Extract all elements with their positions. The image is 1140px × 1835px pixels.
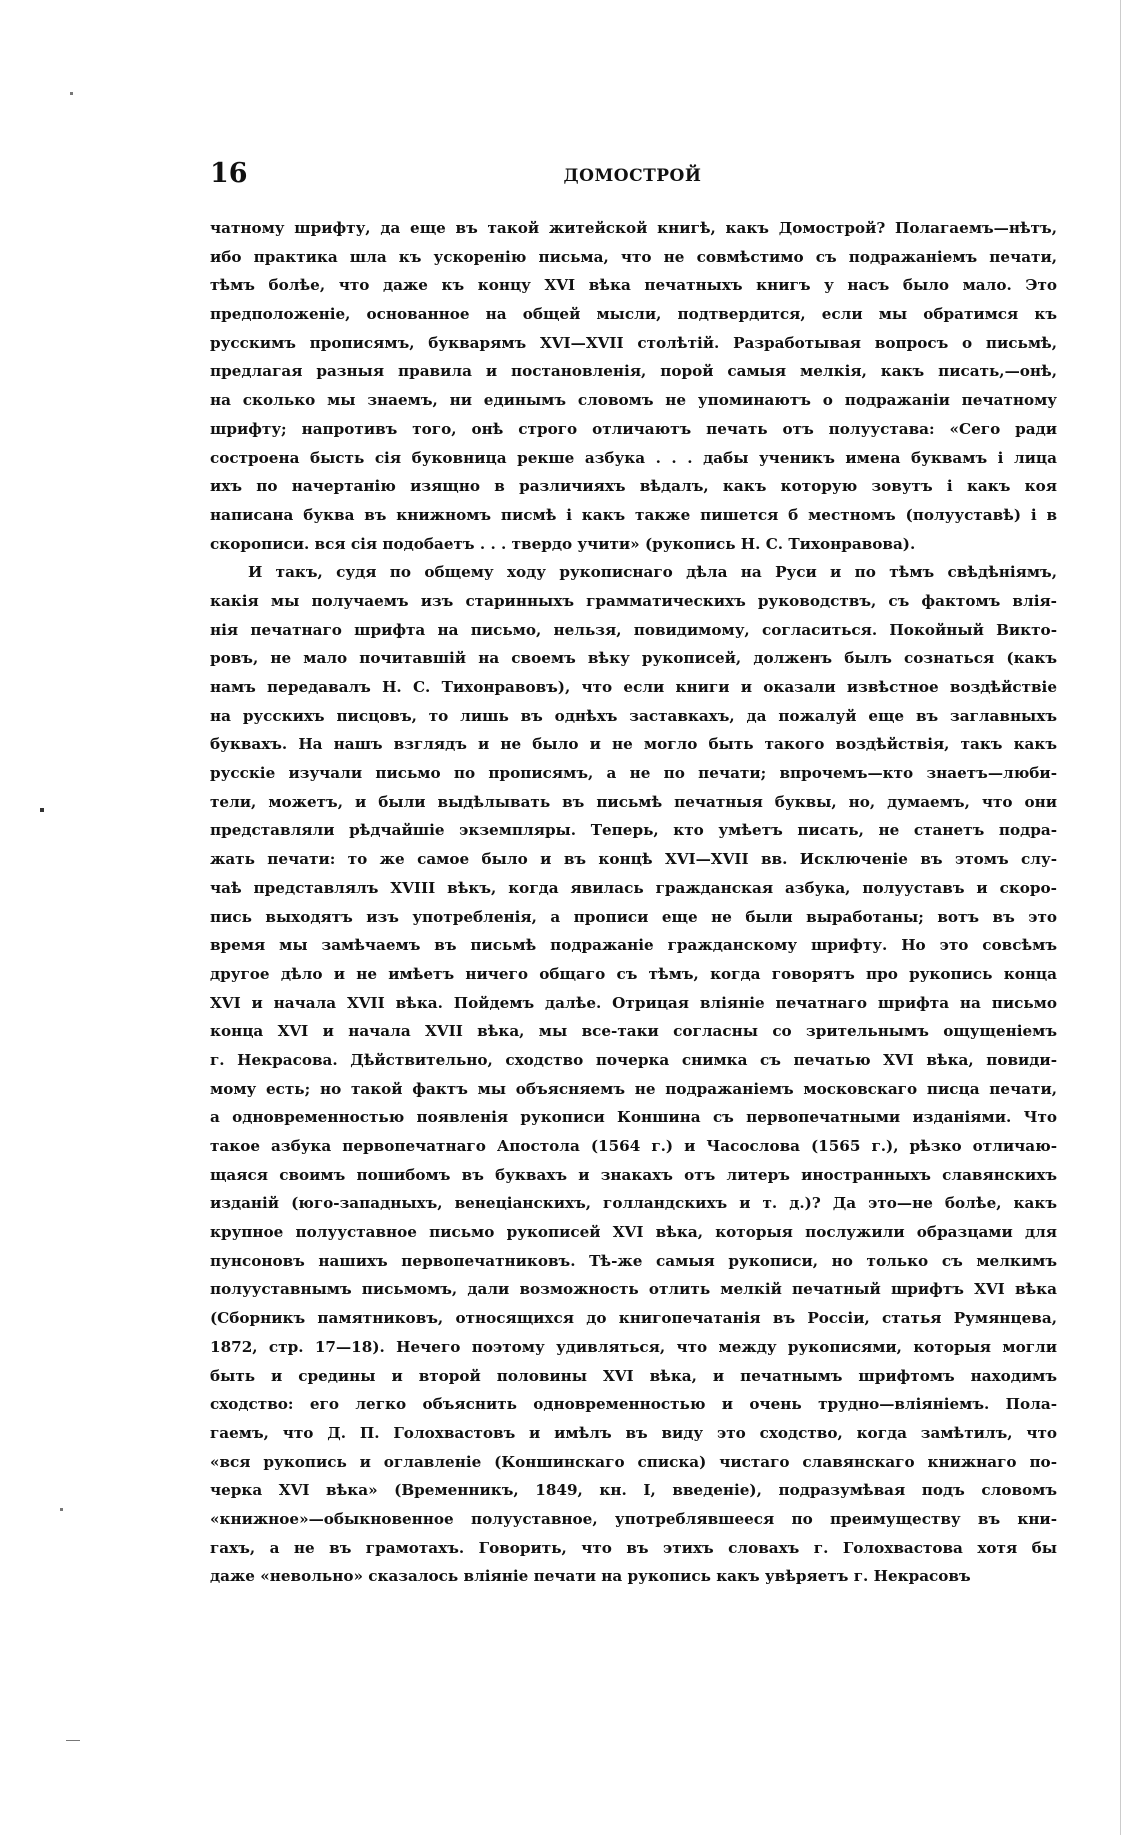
text-line: шрифту; напротивъ того, онѣ строго отличаютъ печать отъ полуустава: «Сего ради [210,419,1057,438]
text-line: И такъ, судя по общему ходу рукописнаго дѣла на Руси и по тѣмъ свѣдѣніямъ, [248,563,1057,582]
text-line: предположеніе, основанное на общей мысли, подтвердится, если мы обратимся къ [210,305,1057,324]
text-line: на сколько мы знаемъ, ни единымъ словомъ не упоминаютъ о подражаніи печатному [210,391,1057,410]
page-number: 16 [210,158,248,189]
text-line: мому есть; но такой фактъ мы объясняемъ не подражаніемъ московскаго писца печати, [210,1079,1057,1098]
text-line: пунсоновъ нашихъ первопечатниковъ. Тѣ-же самыя рукописи, но только съ мелкимъ [210,1251,1057,1270]
paragraph [210,214,1057,558]
text-line: ибо практика шла къ ускоренію письма, что не совмѣстимо съ подражаніемъ печати, [210,247,1057,266]
text-line: на русскихъ писцовъ, то лишь въ однѣхъ заставкахъ, да пожалуй еще въ заглавныхъ [210,706,1057,725]
scan-speck [66,1740,80,1741]
text-line: предлагая разныя правила и постановленія, порой самыя мелкія, какъ писать,—онѣ, [210,362,1057,381]
paragraph [210,558,1057,1591]
text-line: черка XVI вѣка» (Временникъ, 1849, кн. I, введеніе), подразумѣвая подъ словомъ [210,1481,1057,1500]
text-line: состроена бысть сія буковница рекше азбука . . . дабы учениκъ имена буквамъ і лица [210,448,1057,467]
text-line: крупное полууставное письмо рукописей XVI вѣка, которыя послужили образцами для [210,1223,1057,1242]
text-line: (Сборникъ памятниковъ, относящихся до книгопечатанія въ Россіи, статья Румянцева, [210,1309,1057,1328]
text-line: представляли рѣдчайшіе экземпляры. Теперь, кто умѣетъ писать, не станетъ подра- [210,821,1057,840]
text-line: конца XVI и начала XVII вѣка, мы все-таки согласны со зрительнымъ ощущеніемъ [210,1022,1057,1041]
text-line: 1872, стр. 17—18). Нечего поэтому удивляться, что между рукописями, которыя могли [210,1337,1057,1356]
text-line: ихъ по начертанію изящно в различияхъ вѣдалъ, какъ которую зовутъ і какъ коя [210,477,1057,496]
text-line: щаяся своимъ пошибомъ въ буквахъ и знакахъ отъ литеръ иностранныхъ славянскихъ [210,1165,1057,1184]
text-line: тели, можетъ, и были выдѣлывать въ письмѣ печатныя буквы, но, думаемъ, что они [210,792,1057,811]
running-title: ДОМОСТРОЙ [563,166,702,186]
text-line: написана буква въ книжномъ писмѣ і какъ также пишется б местномъ (полууставѣ) і в [210,505,1057,524]
text-line: XVI и начала XVII вѣка. Пойдемъ далѣе. Отрицая вліяніе печатнаго шрифта на письмо [210,993,1057,1012]
text-line: г. Некрасова. Дѣйствительно, сходство почерка снимка съ печатью XVI вѣка, повиди- [210,1050,1057,1069]
text-line: такое азбука первопечатнаго Апостола (1564 г.) и Часослова (1565 г.), рѣзко отличаю- [210,1137,1057,1155]
text-line: пись выходятъ изъ употребленія, а прописи еще не были выработаны; вотъ въ это [210,907,1057,926]
text-line: ровъ, не мало почитавшій на своемъ вѣку рукописей, долженъ былъ сознаться (какъ [210,649,1057,668]
text-line: чаѣ представлялъ XVIII вѣкъ, когда явилась гражданская азбука, полууставъ и скоро- [210,878,1057,897]
text-line: изданій (юго-западныхъ, венеціанскихъ, голландскихъ и т. д.)? Да это—не болѣе, какъ [210,1194,1057,1213]
text-line: скорописи. вся сія подобаетъ . . . твердо учити» (рукопись Н. С. Тихонравова). [210,534,916,553]
text-line: нія печатнаго шрифта на письмо, нельзя, повидимому, согласиться. Покойный Викто- [210,620,1057,639]
text-line: сходство: его легко объяснить одновременностью и очень трудно—вліяніемъ. Пола- [210,1395,1057,1414]
text-line: «книжное»—обыкновенное полууставное, употреблявшееся по преимуществу въ кни- [210,1509,1057,1528]
text-line: время мы замѣчаемъ въ письмѣ подражаніе гражданскому шрифту. Но это совсѣмъ [210,936,1057,955]
text-line: другое дѣло и не имѣетъ ничего общаго съ тѣмъ, когда говорятъ про рукопись конца [210,964,1057,983]
body-text [210,214,1057,1591]
text-line: русскіе изучали письмо по прописямъ, а не по печати; впрочемъ—кто знаетъ—люби- [210,764,1057,783]
text-line: даже «невольно» сказалось вліяніе печати на рукопись какъ увѣряетъ г. Некрасовъ [210,1567,971,1586]
text-line: «вся рукопись и оглавленіе (Коншинскаго списка) чистаго славянскаго книжнаго по- [210,1452,1057,1471]
text-line: тѣмъ болѣе, что даже къ концу XVI вѣка печатныхъ книгъ у насъ было мало. Это [210,276,1057,295]
text-line: чатному шрифту, да еще въ такой житейской книгѣ, какъ Домострой? Полагаемъ—нѣтъ, [210,219,1057,237]
scan-speck [60,1508,63,1511]
text-line: гаемъ, что Д. П. Голохвастовъ и имѣлъ въ виду это сходство, когда замѣтилъ, что [210,1423,1057,1442]
text-line: гахъ, а не въ грамотахъ. Говорить, что въ этихъ словахъ г. Голохвастова хотя бы [210,1538,1057,1557]
text-line: буквахъ. На нашъ взглядъ и не было и не могло быть такого воздѣйствія, такъ какъ [210,735,1057,754]
scan-speck [40,808,44,812]
page-header [210,158,1055,198]
text-line: намъ передавалъ Н. С. Тихонравовъ), что если книги и оказали извѣстное воздѣйствіе [210,678,1057,696]
scan-edge-line [1120,0,1121,1835]
scan-speck [70,92,73,95]
text-line: быть и средины и второй половины XVI вѣка, и печатнымъ шрифтомъ находимъ [210,1366,1057,1385]
text-line: русскимъ прописямъ, букварямъ XVI—XVII столѣтій. Разработывая вопросъ о письмѣ, [210,333,1057,352]
text-line: полууставнымъ письмомъ, дали возможность отлить мелкій печатный шрифтъ XVI вѣка [210,1280,1057,1299]
text-line: а одновременностью появленія рукописи Коншина съ первопечатными изданіями. Что [210,1108,1057,1127]
text-line: какія мы получаемъ изъ старинныхъ грамматическихъ руководствъ, съ фактомъ влія- [210,591,1057,610]
text-line: жать печати: то же самое было и въ концѣ XVI—XVII вв. Исключеніе въ этомъ слу- [210,850,1057,869]
